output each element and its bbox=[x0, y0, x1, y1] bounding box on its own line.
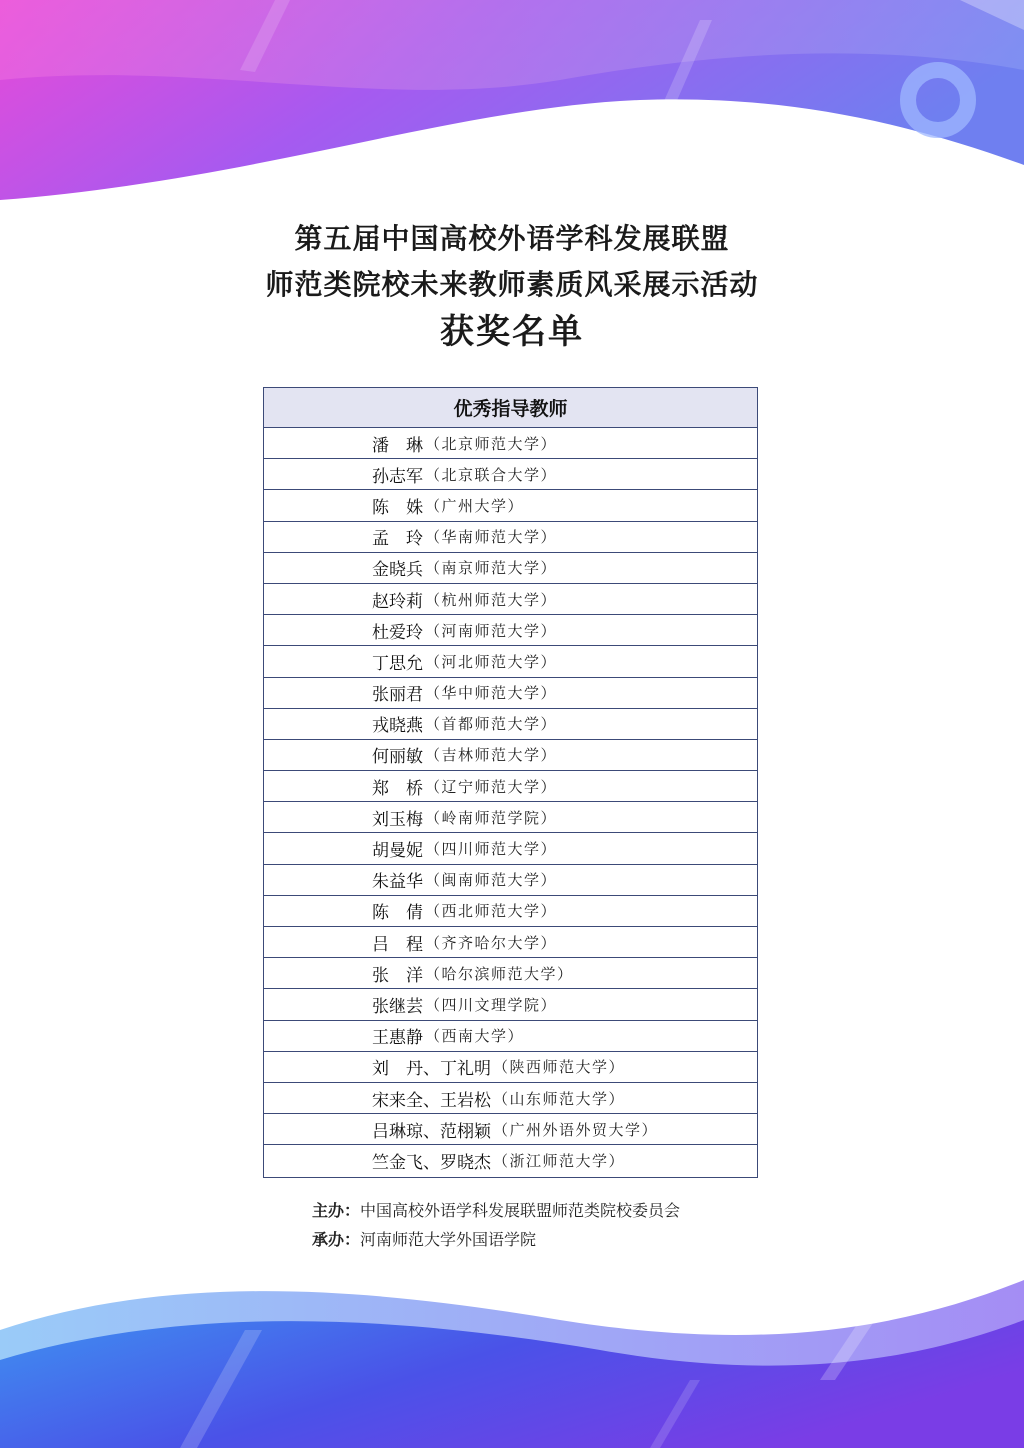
school-name: （华南师范大学） bbox=[425, 528, 558, 547]
table-row bbox=[264, 1052, 757, 1083]
teacher-name: 张丽君 bbox=[372, 685, 423, 706]
teacher-name: 何丽敏 bbox=[372, 747, 423, 768]
school-name: （四川师范大学） bbox=[425, 840, 558, 859]
school-name: （广州外语外贸大学） bbox=[493, 1120, 659, 1139]
school-name: （齐齐哈尔大学） bbox=[425, 933, 558, 952]
teacher-name: 刘 丹、丁礼明 bbox=[372, 1059, 491, 1080]
table-row bbox=[264, 1114, 757, 1145]
teacher-name: 郑 桥 bbox=[372, 778, 423, 799]
organizer-label: 承办： bbox=[312, 1230, 361, 1249]
table-row bbox=[264, 522, 757, 553]
table-row bbox=[264, 1145, 757, 1176]
school-name: （岭南师范学院） bbox=[425, 808, 558, 827]
teacher-name: 刘玉梅 bbox=[372, 809, 423, 830]
teacher-name: 孟 玲 bbox=[372, 529, 423, 550]
title-line-2: 师范类院校未来教师素质风采展示活动 bbox=[265, 268, 759, 301]
organizer-line bbox=[312, 1225, 680, 1254]
school-name: （辽宁师范大学） bbox=[425, 777, 558, 796]
table-row bbox=[264, 709, 757, 740]
table-row bbox=[264, 553, 757, 584]
host-label: 主办： bbox=[312, 1201, 361, 1220]
table-body bbox=[264, 428, 757, 1177]
teacher-name: 戎晓燕 bbox=[372, 716, 423, 737]
school-name: （四川文理学院） bbox=[425, 995, 558, 1014]
footer bbox=[312, 1196, 680, 1254]
school-name: （首都师范大学） bbox=[425, 715, 558, 734]
school-name: （山东师范大学） bbox=[493, 1089, 626, 1108]
award-table bbox=[263, 387, 758, 1178]
table-row bbox=[264, 740, 757, 771]
table-row bbox=[264, 1021, 757, 1052]
teacher-name: 潘 琳 bbox=[372, 435, 423, 456]
table-row bbox=[264, 584, 757, 615]
school-name: （华中师范大学） bbox=[425, 684, 558, 703]
table-row bbox=[264, 896, 757, 927]
table-row bbox=[264, 958, 757, 989]
school-name: （西北师范大学） bbox=[425, 902, 558, 921]
table-row bbox=[264, 646, 757, 677]
school-name: （北京联合大学） bbox=[425, 465, 558, 484]
teacher-name: 丁思允 bbox=[372, 653, 423, 674]
table-row bbox=[264, 927, 757, 958]
teacher-name: 张继芸 bbox=[372, 996, 423, 1017]
school-name: （河北师范大学） bbox=[425, 652, 558, 671]
school-name: （北京师范大学） bbox=[425, 434, 558, 453]
table-row bbox=[264, 490, 757, 521]
title-block bbox=[0, 216, 1024, 356]
table-row bbox=[264, 989, 757, 1020]
school-name: （河南师范大学） bbox=[425, 621, 558, 640]
teacher-name: 宋来全、王岩松 bbox=[372, 1090, 491, 1111]
school-name: （南京师范大学） bbox=[425, 559, 558, 578]
teacher-name: 陈 姝 bbox=[372, 497, 423, 518]
school-name: （广州大学） bbox=[425, 496, 525, 515]
school-name: （杭州师范大学） bbox=[425, 590, 558, 609]
table-row bbox=[264, 678, 757, 709]
teacher-name: 胡曼妮 bbox=[372, 841, 423, 862]
table-row bbox=[264, 1083, 757, 1114]
teacher-name: 杜爱玲 bbox=[372, 622, 423, 643]
title-line-1: 第五届中国高校外语学科发展联盟 bbox=[294, 222, 730, 255]
table-row bbox=[264, 833, 757, 864]
school-name: （陕西师范大学） bbox=[493, 1058, 626, 1077]
table-row bbox=[264, 615, 757, 646]
table-row bbox=[264, 802, 757, 833]
teacher-name: 张 洋 bbox=[372, 965, 423, 986]
teacher-name: 朱益华 bbox=[372, 872, 423, 893]
school-name: （吉林师范大学） bbox=[425, 746, 558, 765]
teacher-name: 竺金飞、罗晓杰 bbox=[372, 1153, 491, 1174]
teacher-name: 王惠静 bbox=[372, 1028, 423, 1049]
school-name: （浙江师范大学） bbox=[493, 1152, 626, 1171]
host-value: 中国高校外语学科发展联盟师范类院校委员会 bbox=[360, 1201, 681, 1220]
teacher-name: 孙志军 bbox=[372, 466, 423, 487]
teacher-name: 陈 倩 bbox=[372, 903, 423, 924]
school-name: （西南大学） bbox=[425, 1027, 525, 1046]
teacher-name: 赵玲莉 bbox=[372, 591, 423, 612]
school-name: （闽南师范大学） bbox=[425, 871, 558, 890]
school-name: （哈尔滨师范大学） bbox=[425, 964, 574, 983]
table-row bbox=[264, 428, 757, 459]
host-line bbox=[312, 1196, 680, 1225]
teacher-name: 金晓兵 bbox=[372, 560, 423, 581]
table-header: 优秀指导教师 bbox=[264, 388, 757, 428]
organizer-value: 河南师范大学外国语学院 bbox=[360, 1230, 537, 1249]
table-row bbox=[264, 865, 757, 896]
teacher-name: 吕 程 bbox=[372, 934, 423, 955]
title-line-3: 获奖名单 bbox=[440, 312, 584, 352]
table-row bbox=[264, 459, 757, 490]
table-row bbox=[264, 771, 757, 802]
teacher-name: 吕琳琼、范栩颖 bbox=[372, 1121, 491, 1142]
